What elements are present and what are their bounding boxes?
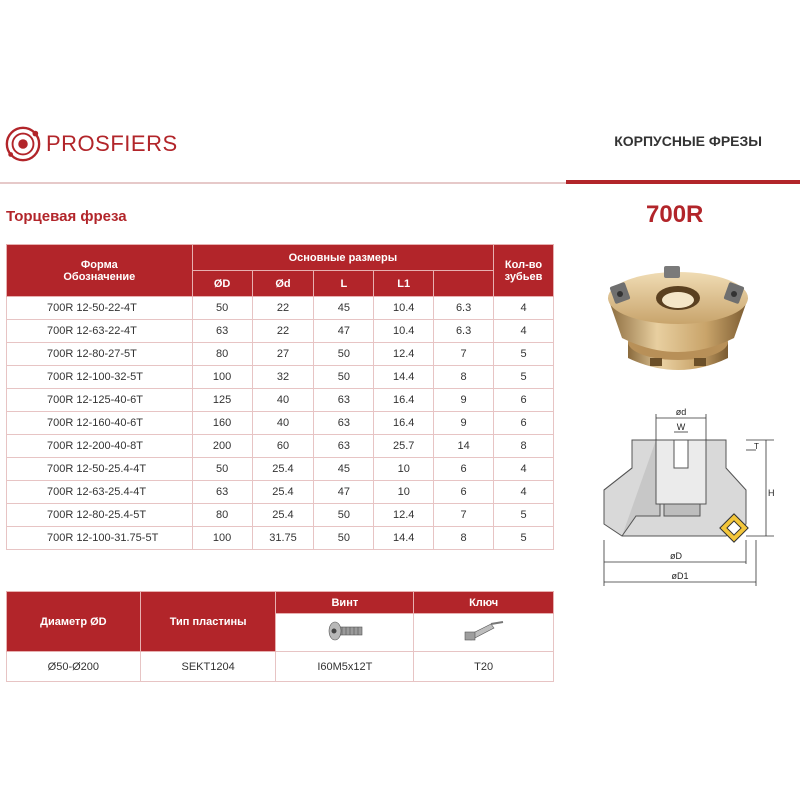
- cell-L: 50: [314, 527, 374, 550]
- table-row: [7, 481, 554, 504]
- brand-name: PROSFIERS: [46, 131, 178, 156]
- dimensions-header: Основные размеры: [192, 245, 493, 271]
- cell-x: 6.3: [434, 297, 494, 320]
- cell-z: 4: [494, 320, 554, 343]
- cell-name: 700R 12-100-31.75-5T: [7, 527, 193, 550]
- cell-z: 5: [494, 343, 554, 366]
- screw-value: I60M5x12T: [276, 652, 414, 682]
- table-row: [7, 527, 554, 550]
- cell-x: 9: [434, 412, 494, 435]
- cell-D: 100: [192, 527, 252, 550]
- cell-d: 25.4: [252, 481, 314, 504]
- cell-L: 63: [314, 389, 374, 412]
- drawing-label-d: ød: [675, 407, 687, 417]
- table-row: [7, 297, 554, 320]
- cell-x: 7: [434, 343, 494, 366]
- cell-x: 14: [434, 435, 494, 458]
- drawing-label-W: W: [676, 422, 686, 432]
- cell-z: 4: [494, 458, 554, 481]
- table-row: [7, 412, 554, 435]
- cell-x: 6.3: [434, 320, 494, 343]
- form-header-line2: Обозначение: [63, 270, 136, 283]
- cell-L: 47: [314, 320, 374, 343]
- table-row: [7, 320, 554, 343]
- cell-D: 63: [192, 320, 252, 343]
- form-header: [7, 245, 193, 297]
- table-row: [7, 504, 554, 527]
- cell-d: 25.4: [252, 458, 314, 481]
- cell-name: 700R 12-160-40-6T: [7, 412, 193, 435]
- screw-icon: [324, 618, 366, 644]
- cell-D: 50: [192, 297, 252, 320]
- cell-d: 32: [252, 366, 314, 389]
- cell-L1: 25.7: [374, 435, 434, 458]
- cell-name: 700R 12-50-22-4T: [7, 297, 193, 320]
- cell-name: 700R 12-63-22-4T: [7, 320, 193, 343]
- cell-x: 9: [434, 389, 494, 412]
- cell-D: 160: [192, 412, 252, 435]
- teeth-header-line2: зубьев: [504, 270, 543, 283]
- cell-D: 125: [192, 389, 252, 412]
- drawing-label-H: H: [768, 488, 775, 498]
- cell-x: 6: [434, 458, 494, 481]
- screw-header: Винт: [276, 592, 414, 614]
- cell-D: 63: [192, 481, 252, 504]
- cell-L: 50: [314, 343, 374, 366]
- table-row: [7, 366, 554, 389]
- cell-d: 22: [252, 297, 314, 320]
- drawing-label-D1: øD1: [671, 571, 689, 581]
- header-divider-accent: [566, 180, 800, 184]
- cell-L: 63: [314, 435, 374, 458]
- cell-name: 700R 12-80-25.4-5T: [7, 504, 193, 527]
- key-header: Ключ: [414, 592, 554, 614]
- cell-L: 50: [314, 366, 374, 389]
- cell-z: 5: [494, 366, 554, 389]
- cell-x: 8: [434, 366, 494, 389]
- diameter-header: Диаметр ØD: [7, 592, 141, 652]
- cell-x: 6: [434, 481, 494, 504]
- cell-L1: 14.4: [374, 527, 434, 550]
- diameter-value: Ø50-Ø200: [7, 652, 141, 682]
- cell-d: 60: [252, 435, 314, 458]
- table-row: [7, 435, 554, 458]
- cell-x: 8: [434, 527, 494, 550]
- cell-z: 6: [494, 389, 554, 412]
- drawing-label-D: øD: [670, 551, 682, 561]
- cell-L1: 16.4: [374, 389, 434, 412]
- cell-L1: 10.4: [374, 320, 434, 343]
- cell-D: 80: [192, 343, 252, 366]
- section-title: КОРПУСНЫЕ ФРЕЗЫ: [614, 133, 762, 149]
- dimensions-table: [6, 244, 554, 550]
- cell-L: 45: [314, 458, 374, 481]
- face-mill-technical-drawing: [596, 404, 786, 594]
- model-title: 700R: [646, 201, 704, 228]
- key-value: T20: [414, 652, 554, 682]
- cell-name: 700R 12-100-32-5T: [7, 366, 193, 389]
- cell-name: 700R 12-63-25.4-4T: [7, 481, 193, 504]
- col-blank-header: [434, 271, 494, 297]
- cell-L1: 10: [374, 481, 434, 504]
- cell-d: 25.4: [252, 504, 314, 527]
- brand-logo-icon: [4, 125, 42, 163]
- teeth-header-line1: Кол-во: [504, 258, 543, 271]
- table-row: [7, 343, 554, 366]
- cell-d: 40: [252, 389, 314, 412]
- drawing-label-T: T: [754, 442, 759, 451]
- screw-image-cell: [276, 614, 414, 652]
- cell-x: 7: [434, 504, 494, 527]
- cell-D: 100: [192, 366, 252, 389]
- cell-z: 5: [494, 527, 554, 550]
- accessories-table: [6, 591, 554, 682]
- cell-L1: 16.4: [374, 412, 434, 435]
- cell-L: 63: [314, 412, 374, 435]
- cell-L1: 10.4: [374, 297, 434, 320]
- cell-z: 4: [494, 297, 554, 320]
- torx-key-icon: [461, 618, 507, 644]
- cell-name: 700R 12-50-25.4-4T: [7, 458, 193, 481]
- cell-name: 700R 12-200-40-8T: [7, 435, 193, 458]
- cell-D: 200: [192, 435, 252, 458]
- brand-logo: [4, 124, 194, 164]
- cell-L: 50: [314, 504, 374, 527]
- cell-d: 40: [252, 412, 314, 435]
- col-D-header: ØD: [192, 271, 252, 297]
- cell-D: 80: [192, 504, 252, 527]
- cell-d: 31.75: [252, 527, 314, 550]
- col-L1-header: L1: [374, 271, 434, 297]
- form-header-line1: Форма: [80, 258, 118, 271]
- key-image-cell: [414, 614, 554, 652]
- insert-type-header: Тип пластины: [140, 592, 276, 652]
- cell-name: 700R 12-80-27-5T: [7, 343, 193, 366]
- table-row: [7, 389, 554, 412]
- col-L-header: L: [314, 271, 374, 297]
- cell-z: 6: [494, 412, 554, 435]
- col-d-header: Ød: [252, 271, 314, 297]
- cell-z: 5: [494, 504, 554, 527]
- cell-d: 22: [252, 320, 314, 343]
- cell-L: 47: [314, 481, 374, 504]
- cell-L1: 14.4: [374, 366, 434, 389]
- cell-L1: 12.4: [374, 343, 434, 366]
- page-subtitle: Торцевая фреза: [6, 208, 127, 225]
- cell-d: 27: [252, 343, 314, 366]
- cell-L1: 12.4: [374, 504, 434, 527]
- cell-D: 50: [192, 458, 252, 481]
- cell-L1: 10: [374, 458, 434, 481]
- table-row: [7, 458, 554, 481]
- cell-L: 45: [314, 297, 374, 320]
- cell-z: 4: [494, 481, 554, 504]
- cell-name: 700R 12-125-40-6T: [7, 389, 193, 412]
- face-mill-photo: [598, 258, 758, 386]
- cell-z: 8: [494, 435, 554, 458]
- teeth-header: [494, 245, 554, 297]
- insert-type-value: SEKT1204: [140, 652, 276, 682]
